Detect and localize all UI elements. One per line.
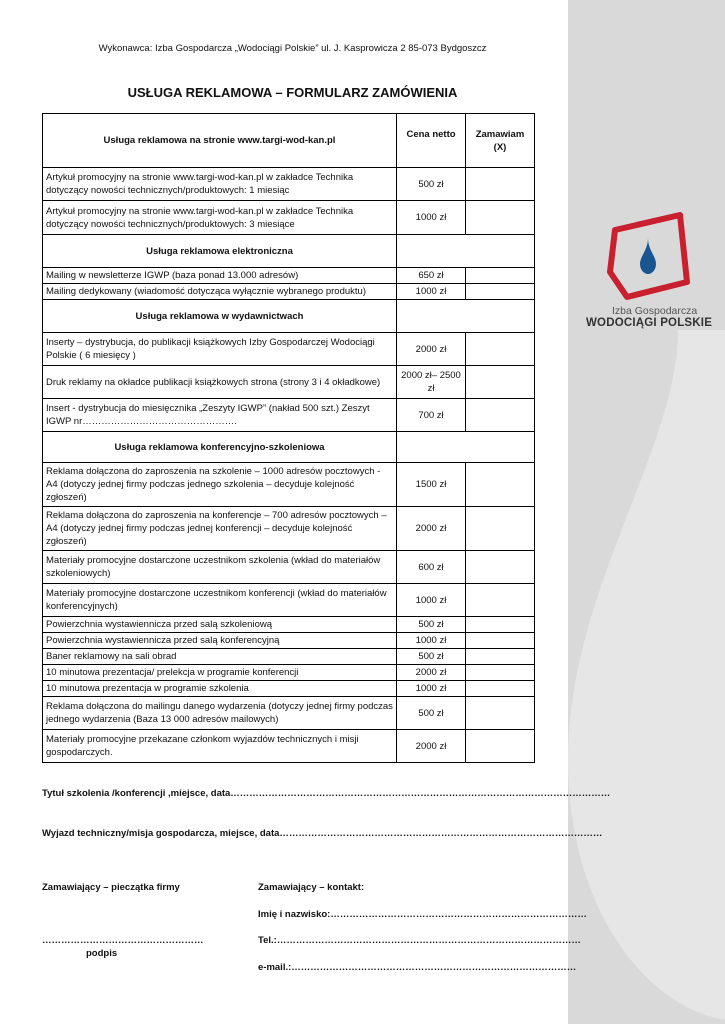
- order-checkbox-cell[interactable]: [466, 333, 535, 366]
- logo-line2: WODOCIĄGI POLSKIE: [586, 317, 713, 329]
- price-cell: 600 zł: [397, 551, 466, 584]
- section-title: Usługa reklamowa w wydawnictwach: [43, 300, 397, 333]
- price-cell: 2000 zł: [397, 333, 466, 366]
- table-row: [43, 633, 535, 649]
- service-cell: Insert - dystrybucja do miesięcznika „Zeszyty IGWP” (nakład 500 szt.) Zeszyt IGWP nr………………………………………….: [43, 399, 397, 432]
- table-row: [43, 617, 535, 633]
- order-checkbox-cell[interactable]: [466, 268, 535, 284]
- header-service: Usługa reklamowa na stronie www.targi-wod-kan.pl: [43, 114, 397, 168]
- header-price: Cena netto: [397, 114, 466, 168]
- order-checkbox-cell[interactable]: [466, 463, 535, 507]
- igwp-logo-icon: [575, 212, 725, 302]
- signature-label: podpis: [86, 948, 118, 959]
- section-row: [43, 235, 535, 268]
- stamp-label: Zamawiający – pieczątka firmy: [42, 882, 180, 893]
- trip-field[interactable]: Wyjazd techniczny/misja gospodarcza, miejsce, data…………………………………………………………………………………………: [42, 828, 603, 839]
- table-row: [43, 584, 535, 617]
- price-cell: 500 zł: [397, 617, 466, 633]
- name-field[interactable]: Imię i nazwisko:………………………………………………………………………: [258, 909, 587, 920]
- order-checkbox-cell[interactable]: [466, 697, 535, 730]
- price-cell: 1000 zł: [397, 284, 466, 300]
- table-row: [43, 649, 535, 665]
- table-row: [43, 665, 535, 681]
- order-checkbox-cell[interactable]: [466, 649, 535, 665]
- table-header-row: [43, 114, 535, 168]
- order-checkbox-cell[interactable]: [466, 284, 535, 300]
- table-row: [43, 697, 535, 730]
- section-row: [43, 432, 535, 463]
- table-row: [43, 730, 535, 763]
- page-title: USŁUGA REKLAMOWA – FORMULARZ ZAMÓWIENIA: [127, 85, 458, 100]
- section-row: [43, 300, 535, 333]
- price-cell: 1000 zł: [397, 584, 466, 617]
- section-empty-cell: [397, 432, 535, 463]
- water-drop-watermark-icon: [568, 330, 725, 1024]
- table-row: [43, 168, 535, 201]
- table-row: [43, 507, 535, 551]
- service-cell: 10 minutowa prezentacja/ prelekcja w programie konferencji: [43, 665, 397, 681]
- table-row: [43, 551, 535, 584]
- price-cell: 1000 zł: [397, 681, 466, 697]
- order-checkbox-cell[interactable]: [466, 168, 535, 201]
- table-row: [43, 366, 535, 399]
- order-checkbox-cell[interactable]: [466, 551, 535, 584]
- header-order: Zamawiam (X): [466, 114, 535, 168]
- contact-label: Zamawiający – kontakt:: [258, 882, 365, 893]
- table-row: [43, 284, 535, 300]
- table-row: [43, 399, 535, 432]
- price-cell: 700 zł: [397, 399, 466, 432]
- order-table: [42, 113, 535, 763]
- price-cell: 2000 zł: [397, 507, 466, 551]
- table-row: [43, 268, 535, 284]
- service-cell: Artykuł promocyjny na stronie www.targi-wod-kan.pl w zakładce Technika dotyczący nowości technicznych/produktowych: 3 miesiące: [43, 201, 397, 235]
- signature-line[interactable]: ……………………………………………: [42, 935, 204, 946]
- service-cell: Baner reklamowy na sali obrad: [43, 649, 397, 665]
- training-field[interactable]: Tytuł szkolenia /konferencji ,miejsce, data…………………………………………………………………………………………………………: [42, 788, 611, 799]
- order-checkbox-cell[interactable]: [466, 665, 535, 681]
- order-checkbox-cell[interactable]: [466, 399, 535, 432]
- service-cell: Reklama dołączona do zaproszenia na szkolenie – 1000 adresów pocztowych - A4 (dotyczy jednej firmy podczas jednego szkolenia – decyduje kolejność zgłoszeń): [43, 463, 397, 507]
- order-checkbox-cell[interactable]: [466, 617, 535, 633]
- order-checkbox-cell[interactable]: [466, 507, 535, 551]
- table-row: [43, 201, 535, 235]
- service-cell: Reklama dołączona do mailingu danego wydarzenia (dotyczy jednej firmy podczas jednego wydarzenia (Baza 13 000 adresów mailowych): [43, 697, 397, 730]
- price-cell: 1000 zł: [397, 633, 466, 649]
- order-checkbox-cell[interactable]: [466, 201, 535, 235]
- service-cell: Materiały promocyjne dostarczone uczestnikom konferencji (wkład do materiałów konferencyjnych): [43, 584, 397, 617]
- service-cell: Materiały promocyjne dostarczone uczestnikom szkolenia (wkład do materiałów szkoleniowych): [43, 551, 397, 584]
- email-field[interactable]: e-mail.:………………………………………………………………………………: [258, 962, 577, 973]
- sidebar-panel: [568, 0, 725, 1024]
- service-cell: Inserty – dystrybucja, do publikacji książkowych Izby Gospodarczej Wodociągi Polskie ( 6 miesięcy ): [43, 333, 397, 366]
- order-checkbox-cell[interactable]: [466, 633, 535, 649]
- logo-line1: Izba Gospodarcza: [612, 305, 698, 317]
- service-cell: Reklama dołączona do zaproszenia na konferencje – 700 adresów pocztowych – A4 (dotyczy jednej firmy podczas jednej konferencji – decyduje kolejność zgłoszeń): [43, 507, 397, 551]
- section-title: Usługa reklamowa konferencyjno-szkoleniowa: [43, 432, 397, 463]
- price-cell: 500 zł: [397, 697, 466, 730]
- table-row: [43, 681, 535, 697]
- service-cell: Powierzchnia wystawiennicza przed salą konferencyjną: [43, 633, 397, 649]
- section-empty-cell: [397, 300, 535, 333]
- service-cell: Mailing w newsletterze IGWP (baza ponad 13.000 adresów): [43, 268, 397, 284]
- price-cell: 500 zł: [397, 649, 466, 665]
- price-cell: 2000 zł– 2500 zł: [397, 366, 466, 399]
- service-cell: Druk reklamy na okładce publikacji książkowych strona (strony 3 i 4 okładkowe): [43, 366, 397, 399]
- service-cell: 10 minutowa prezentacja w programie szkolenia: [43, 681, 397, 697]
- price-cell: 500 zł: [397, 168, 466, 201]
- price-cell: 1500 zł: [397, 463, 466, 507]
- price-cell: 2000 zł: [397, 665, 466, 681]
- price-cell: 2000 zł: [397, 730, 466, 763]
- order-checkbox-cell[interactable]: [466, 730, 535, 763]
- tel-field[interactable]: Tel.:……………………………………………………………………………………: [258, 935, 581, 946]
- table-row: [43, 333, 535, 366]
- contractor-line: Wykonawca: Izba Gospodarcza „Wodociągi Polskie” ul. J. Kasprowicza 2 85-073 Bydgoszcz: [98, 43, 487, 54]
- service-cell: Mailing dedykowany (wiadomość dotycząca wyłącznie wybranego produktu): [43, 284, 397, 300]
- service-cell: Materiały promocyjne przekazane członkom wyjazdów technicznych i misji gospodarczych.: [43, 730, 397, 763]
- section-empty-cell: [397, 235, 535, 268]
- price-cell: 650 zł: [397, 268, 466, 284]
- price-cell: 1000 zł: [397, 201, 466, 235]
- service-cell: Artykuł promocyjny na stronie www.targi-wod-kan.pl w zakładce Technika dotyczący nowości technicznych/produktowych: 1 miesiąc: [43, 168, 397, 201]
- table-row: [43, 463, 535, 507]
- order-checkbox-cell[interactable]: [466, 681, 535, 697]
- section-title: Usługa reklamowa elektroniczna: [43, 235, 397, 268]
- order-checkbox-cell[interactable]: [466, 366, 535, 399]
- service-cell: Powierzchnia wystawiennicza przed salą szkoleniową: [43, 617, 397, 633]
- order-checkbox-cell[interactable]: [466, 584, 535, 617]
